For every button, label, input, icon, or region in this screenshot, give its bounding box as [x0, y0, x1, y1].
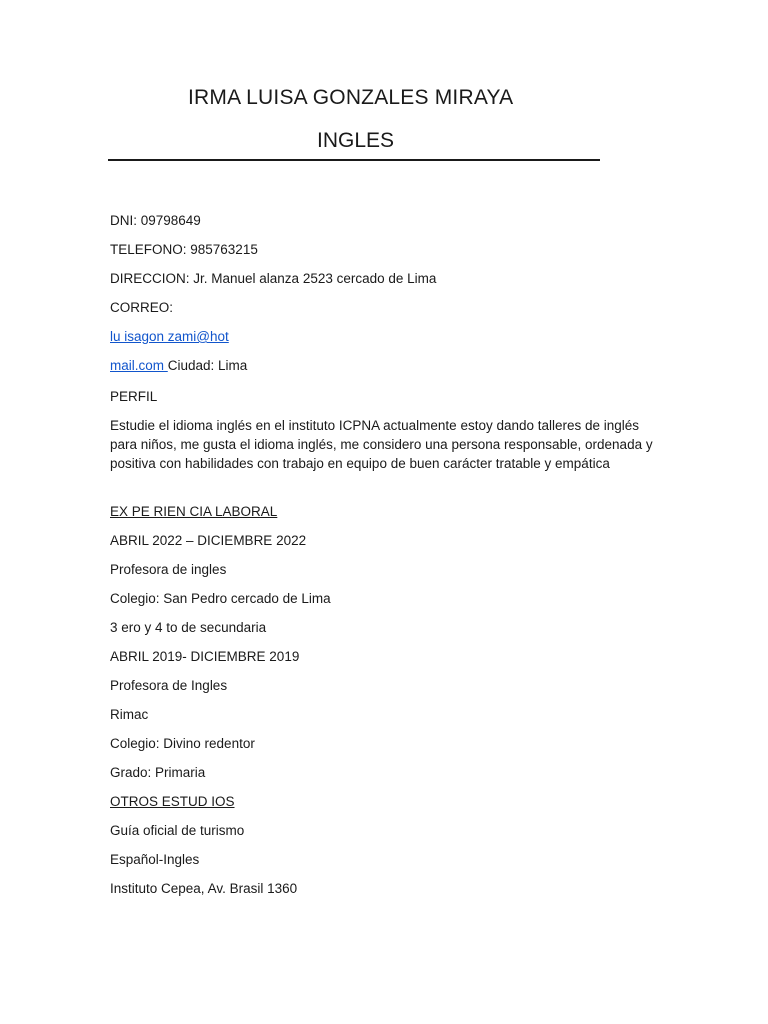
experience-item: Profesora de Ingles — [110, 678, 228, 693]
email-label: CORREO: — [110, 300, 174, 315]
profile-heading: PERFIL — [110, 389, 158, 404]
experience-item: ABRIL 2022 – DICIEMBRE 2022 — [110, 533, 307, 548]
header-divider — [108, 159, 600, 161]
experience-item: Colegio: San Pedro cercado de Lima — [110, 591, 331, 606]
other-studies-item: Instituto Cepea, Av. Brasil 1360 — [110, 881, 298, 896]
email-line-2 — [110, 357, 247, 375]
dni-line: DNI: 09798649 — [110, 213, 201, 228]
applicant-name: IRMA LUISA GONZALES MIRAYA — [188, 86, 514, 109]
city-text: Ciudad: Lima — [167, 358, 248, 373]
email-link-part1[interactable]: lu isagon zami@hot — [110, 329, 229, 344]
experience-item: Grado: Primaria — [110, 765, 206, 780]
experience-heading-text: EX PE RIEN CIA LABORAL — [110, 504, 278, 519]
email-line-1 — [110, 328, 229, 346]
address-line: DIRECCION: Jr. Manuel alanza 2523 cercado de Lima — [110, 271, 437, 286]
experience-item: Profesora de ingles — [110, 562, 227, 577]
other-studies-heading — [110, 793, 235, 811]
experience-heading — [110, 503, 277, 521]
experience-item: Rimac — [110, 707, 149, 722]
other-studies-heading-text: OTROS ESTUD IOS — [110, 794, 235, 809]
experience-item: ABRIL 2019- DICIEMBRE 2019 — [110, 649, 300, 664]
experience-item: 3 ero y 4 to de secundaria — [110, 620, 267, 635]
phone-line: TELEFONO: 985763215 — [110, 242, 258, 257]
profile-paragraph: Estudie el idioma inglés en el instituto ICPNA actualmente estoy dando talleres de inglés para niños, me gusta el idioma inglés, me considero una persona responsable, ordenada y positiva con habilidades con trabajo en equipo de buen carácter tratable y empática — [110, 418, 653, 471]
other-studies-item: Guía oficial de turismo — [110, 823, 245, 838]
email-link-part2[interactable]: mail.com — [110, 358, 168, 373]
subject-title: INGLES — [317, 129, 395, 152]
experience-item: Colegio: Divino redentor — [110, 736, 255, 751]
other-studies-item: Español-Ingles — [110, 852, 200, 867]
